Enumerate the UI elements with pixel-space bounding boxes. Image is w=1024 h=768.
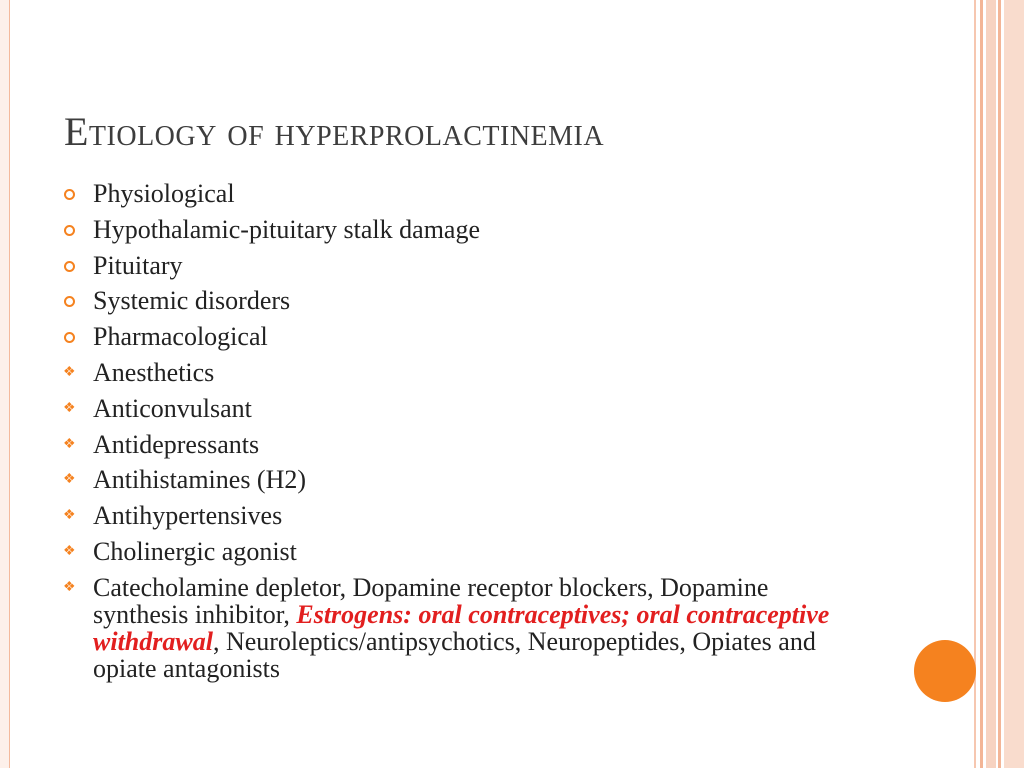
sub-list-item: ❖ Anticonvulsant bbox=[63, 393, 252, 423]
stripe bbox=[998, 0, 1001, 768]
list-item-text: Pituitary bbox=[93, 250, 183, 280]
stripe bbox=[986, 0, 996, 768]
stripe bbox=[1004, 0, 1024, 768]
list-item-text-part1: Catecholamine depletor, Dopamine receptor blockers, Dopamine synthesis inhibitor, bbox=[93, 572, 769, 629]
list-item bbox=[60, 180, 860, 208]
list-item-text: Cholinergic agonist bbox=[93, 536, 297, 566]
list-item-text: Antihistamines (H2) bbox=[93, 465, 307, 495]
left-border-decoration bbox=[0, 0, 10, 768]
list-item bbox=[60, 323, 860, 351]
sub-list-item: ❖ Catecholamine depletor, Dopamine receptor blockers, Dopamine synthesis inhibitor, Estrogens: oral contraceptives; oral contraceptive withdrawal, Neuroleptics/antipsychotics, Neuropeptides, Opiates and opiate antagonists bbox=[63, 572, 830, 683]
sub-list-item: ❖ Cholinergic agonist bbox=[63, 536, 297, 566]
list-item-text-part2: , Neuroleptics/antipsychotics, Neuropeptides, Opiates and opiate antagonists bbox=[93, 626, 816, 683]
list-item-text: Antihypertensives bbox=[93, 501, 283, 531]
list-item-text: Antidepressants bbox=[93, 429, 260, 459]
sub-list-item: ❖ Antihistamines (H2) bbox=[63, 465, 307, 495]
list-item-text: Anticonvulsant bbox=[93, 393, 252, 423]
list-item-text: Physiological bbox=[93, 179, 235, 208]
right-stripes-decoration bbox=[974, 0, 1024, 768]
bullet-list bbox=[60, 180, 860, 690]
list-item-text: Pharmacological bbox=[93, 322, 268, 352]
list-item-text: Anesthetics bbox=[93, 357, 215, 387]
list-item bbox=[60, 287, 860, 315]
sub-list-item: ❖ Antidepressants bbox=[63, 429, 260, 459]
list-item bbox=[60, 252, 860, 280]
list-item-text: Hypothalamic-pituitary stalk damage bbox=[93, 214, 480, 244]
orange-circle-decoration bbox=[914, 640, 976, 702]
list-item bbox=[60, 216, 860, 244]
sub-list-item: ❖ Antihypertensives bbox=[63, 501, 283, 531]
stripe bbox=[974, 0, 976, 768]
slide-title: Etiology of hyperprolactinemia bbox=[64, 109, 605, 154]
list-item-text: Systemic disorders bbox=[93, 286, 291, 316]
sub-list-item: ❖ Anesthetics bbox=[63, 357, 215, 387]
highlighted-text: Estrogens: oral contraceptives; oral contraceptive withdrawal bbox=[93, 599, 830, 656]
stripe bbox=[980, 0, 983, 768]
